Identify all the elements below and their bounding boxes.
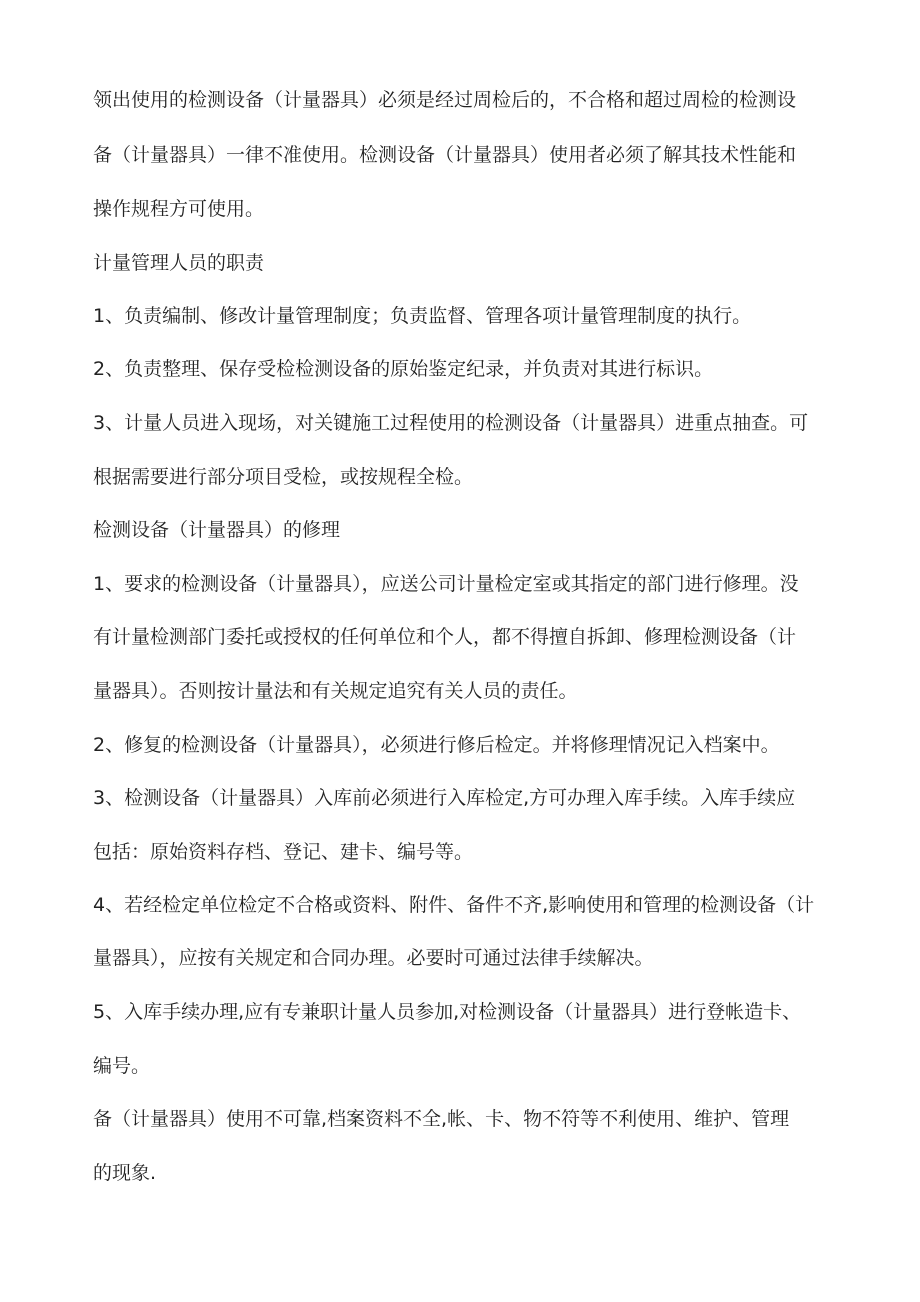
paragraph-line: 量器具），应按有关规定和合同办理。必要时可通过法律手续解决。 [93,947,654,969]
list-item: 2、修复的检测设备（计量器具），必须进行修后检定。并将修理情况记入档案中。 [93,734,780,756]
list-item: 3、检测设备（计量器具）入库前必须进行入库检定,方可办理入库手续。入库手续应 [93,787,796,809]
paragraph-line: 备（计量器具）一律不准使用。检测设备（计量器具）使用者必须了解其技术性能和 [93,144,797,166]
list-item: 1、要求的检测设备（计量器具），应送公司计量检定室或其指定的部门进行修理。没 [93,573,799,595]
paragraph-line: 编号。 [93,1055,151,1077]
list-item: 4、若经检定单位检定不合格或资料、附件、备件不齐,影响使用和管理的检测设备（计 [93,894,815,916]
list-item: 2、负责整理、保存受检检测设备的原始鉴定纪录，并负责对其进行标识。 [93,358,714,380]
paragraph-line: 量器具）。否则按计量法和有关规定追究有关人员的责任。 [93,680,578,702]
list-item: 1、负责编制、修改计量管理制度；负责监督、管理各项计量管理制度的执行。 [93,305,752,327]
section-heading: 检测设备（计量器具）的修理 [93,519,341,541]
paragraph-line: 操作规程方可使用。 [93,198,265,220]
paragraph-line: 包括：原始资料存档、登记、建卡、编号等。 [93,841,474,863]
list-item: 3、计量人员进入现场，对关键施工过程使用的检测设备（计量器具）进重点抽查。可 [93,412,809,434]
paragraph-line: 有计量检测部门委托或授权的任何单位和个人，都不得擅自拆卸、修理检测设备（计 [93,626,797,648]
paragraph-line: 领出使用的检测设备（计量器具）必须是经过周检后的，不合格和超过周检的检测设 [93,89,797,111]
paragraph-line: 的现象. [93,1162,157,1184]
list-item: 5、入库手续办理,应有专兼职计量人员参加,对检测设备（计量器具）进行登帐造卡、 [93,1001,802,1023]
paragraph-line: 备（计量器具）使用不可靠,档案资料不全,帐、卡、物不符等不利使用、维护、管理 [93,1108,790,1130]
section-heading: 计量管理人员的职责 [93,252,265,274]
paragraph-line: 根据需要进行部分项目受检，或按规程全检。 [93,466,474,488]
